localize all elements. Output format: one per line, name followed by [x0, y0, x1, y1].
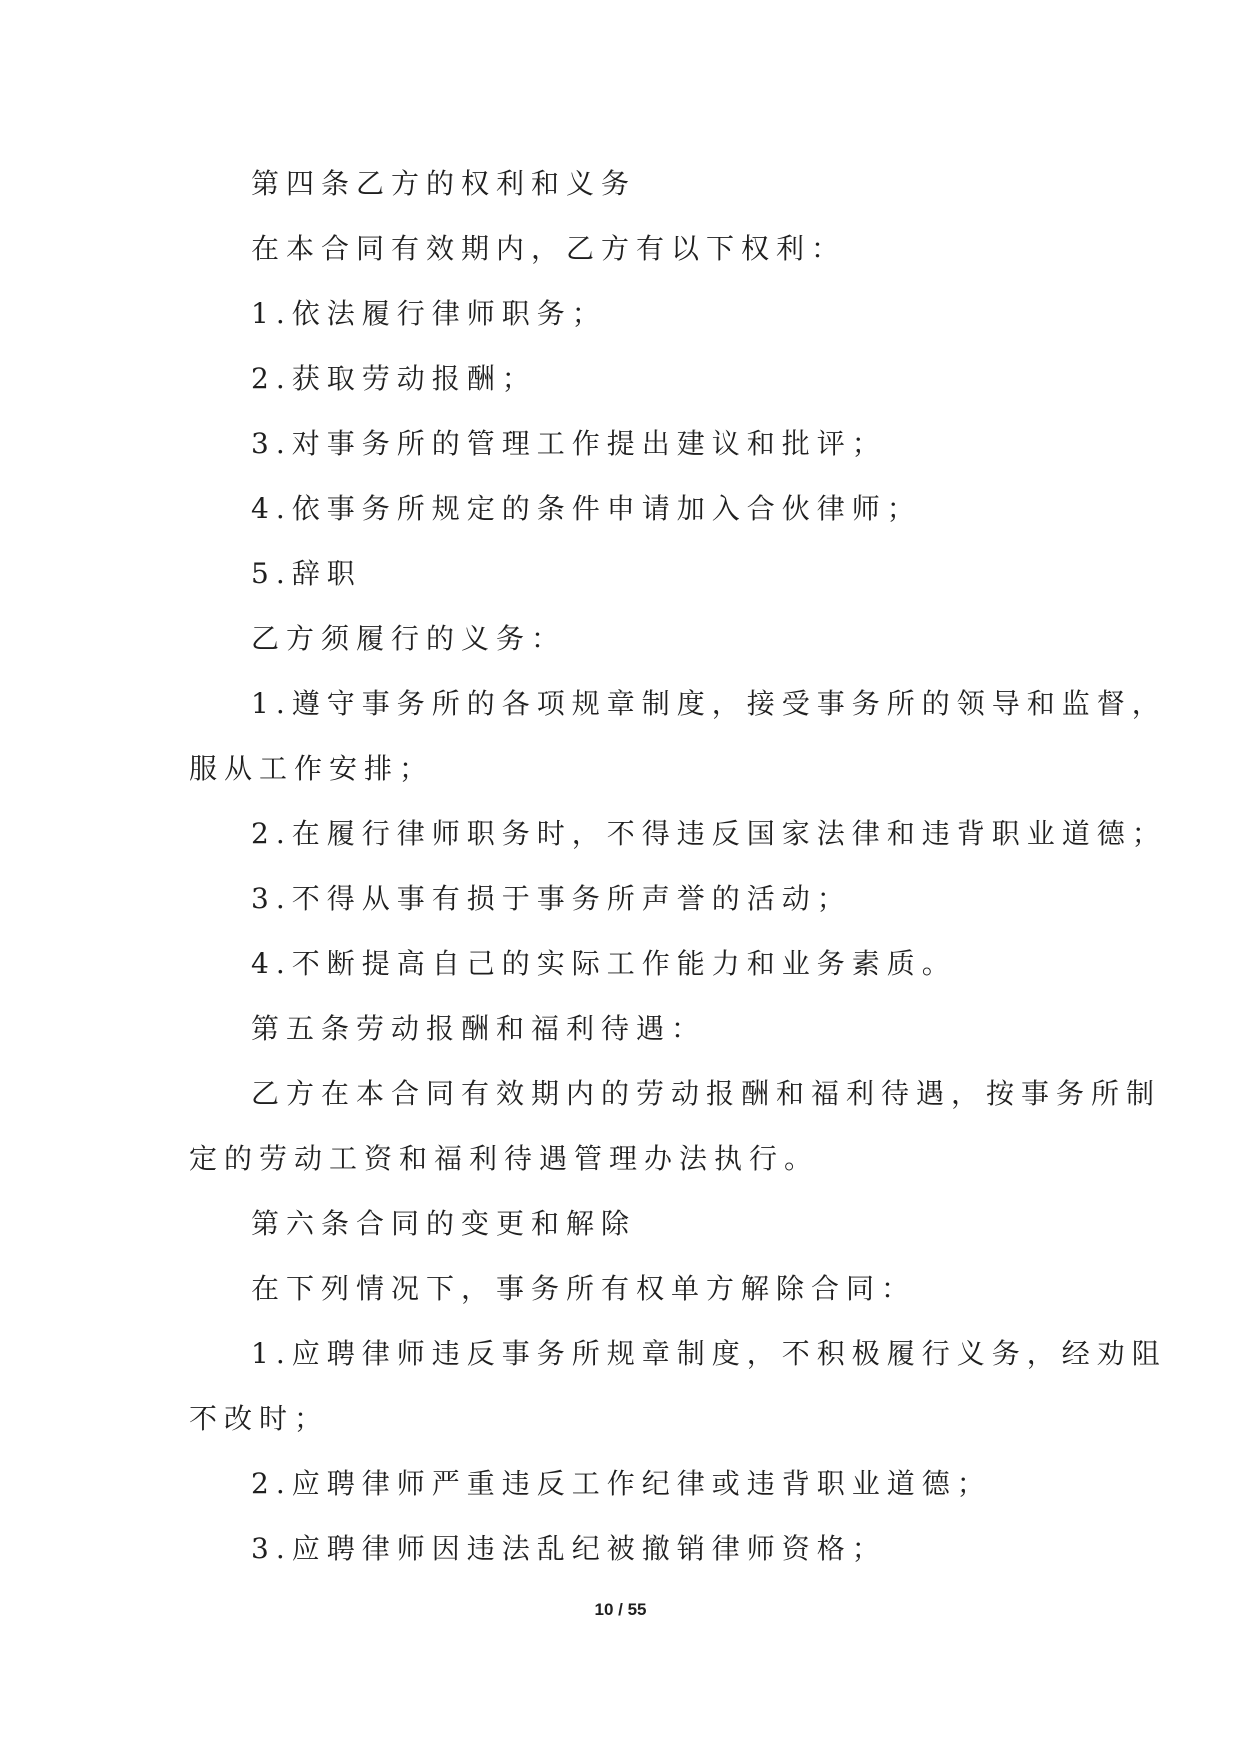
article-6-heading: 第六条合同的变更和解除 — [251, 1207, 637, 1240]
list-item: 2.在履行律师职务时，不得违反国家法律和违背职业道德； — [251, 817, 1167, 850]
list-item-continuation: 服从工作安排； — [189, 752, 435, 785]
paragraph: 在本合同有效期内，乙方有以下权利： — [251, 232, 847, 265]
paragraph: 乙方须履行的义务： — [251, 622, 567, 655]
page-number: 10 / 55 — [594, 1600, 647, 1619]
list-item: 2.应聘律师严重违反工作纪律或违背职业道德； — [251, 1467, 992, 1500]
list-item: 1.遵守事务所的各项规章制度，接受事务所的领导和监督， — [251, 687, 1167, 720]
list-item: 3.对事务所的管理工作提出建议和批评； — [251, 427, 887, 460]
list-item: 5.辞职 — [251, 557, 362, 590]
list-item: 3.应聘律师因违法乱纪被撤销律师资格； — [251, 1532, 887, 1565]
list-item: 1.依法履行律师职务； — [251, 297, 607, 330]
list-item: 3.不得从事有损于事务所声誉的活动； — [251, 882, 852, 915]
list-item: 4.依事务所规定的条件申请加入合伙律师； — [251, 492, 922, 525]
paragraph: 乙方在本合同有效期内的劳动报酬和福利待遇，按事务所制 — [251, 1077, 1162, 1110]
paragraph: 在下列情况下，事务所有权单方解除合同： — [251, 1272, 917, 1305]
list-item-continuation: 不改时； — [189, 1402, 330, 1435]
paragraph-continuation: 定的劳动工资和福利待遇管理办法执行。 — [189, 1142, 820, 1175]
list-item: 1.应聘律师违反事务所规章制度，不积极履行义务，经劝阻 — [251, 1337, 1167, 1370]
list-item: 4.不断提高自己的实际工作能力和业务素质。 — [251, 947, 957, 980]
article-4-heading: 第四条乙方的权利和义务 — [251, 167, 637, 200]
article-5-heading: 第五条劳动报酬和福利待遇： — [251, 1012, 707, 1045]
list-item: 2.获取劳动报酬； — [251, 362, 537, 395]
